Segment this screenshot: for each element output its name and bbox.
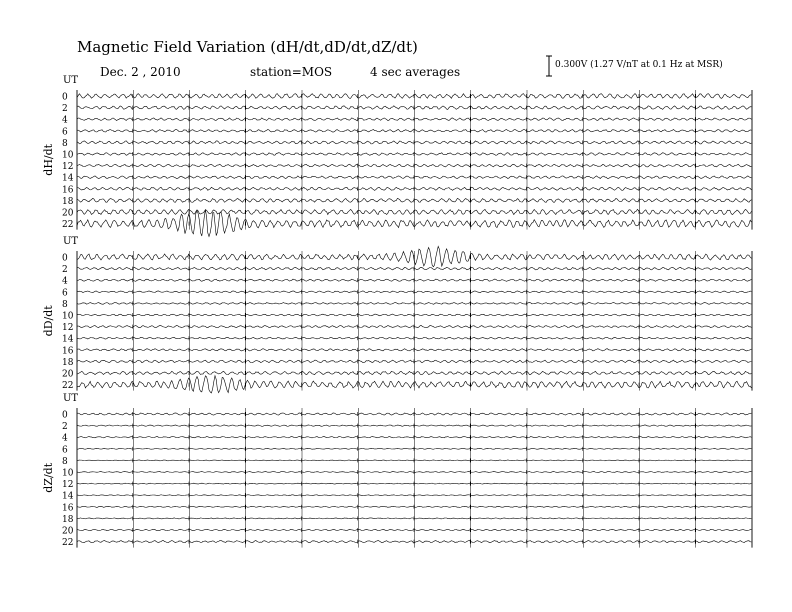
chart-title: Magnetic Field Variation (dH/dt,dD/dt,dZ/dt) (77, 38, 418, 56)
hour-tick-label: 4 (62, 433, 68, 444)
hour-tick-label: 0 (62, 410, 68, 421)
date-label: Dec. 2 , 2010 (100, 65, 181, 79)
hour-tick-label: 12 (62, 162, 74, 173)
hour-tick-label: 10 (62, 150, 74, 161)
hour-tick-label: 20 (62, 369, 74, 380)
ut-label: UT (63, 393, 79, 404)
station-label: station=MOS (250, 65, 333, 79)
hour-tick-label: 4 (62, 276, 68, 287)
hour-tick-label: 10 (62, 311, 74, 322)
hour-tick-label: 0 (62, 92, 68, 103)
hour-tick-label: 12 (62, 323, 74, 334)
hour-tick-label: 8 (62, 299, 68, 310)
hour-tick-label: 22 (62, 538, 74, 549)
component-label: dH/dt (42, 143, 55, 176)
scale-label: 0.300V (1.27 V/nT at 0.1 Hz at MSR) (555, 60, 723, 70)
hour-tick-label: 18 (62, 196, 74, 207)
hour-tick-label: 6 (62, 288, 68, 299)
hour-tick-label: 8 (62, 138, 68, 149)
ut-label: UT (63, 236, 79, 247)
hour-tick-label: 14 (62, 173, 74, 184)
hour-tick-label: 2 (62, 104, 68, 115)
component-label: dD/dt (42, 305, 55, 337)
hour-tick-label: 14 (62, 491, 74, 502)
hour-tick-label: 16 (62, 185, 74, 196)
hour-tick-label: 2 (62, 265, 68, 276)
hour-tick-label: 18 (62, 514, 74, 525)
averaging-label: 4 sec averages (370, 65, 461, 79)
hour-tick-label: 8 (62, 456, 68, 467)
hour-tick-label: 10 (62, 468, 74, 479)
ut-label: UT (63, 75, 79, 86)
hour-tick-label: 20 (62, 208, 74, 219)
component-label: dZ/dt (42, 462, 55, 493)
hour-tick-label: 6 (62, 445, 68, 456)
hour-tick-label: 0 (62, 253, 68, 264)
hour-tick-label: 12 (62, 480, 74, 491)
hour-tick-label: 16 (62, 346, 74, 357)
hour-tick-label: 22 (62, 220, 74, 231)
hour-tick-label: 4 (62, 115, 68, 126)
hour-tick-label: 14 (62, 334, 74, 345)
hour-tick-label: 20 (62, 526, 74, 537)
hour-tick-label: 18 (62, 357, 74, 368)
hour-tick-label: 2 (62, 422, 68, 433)
hour-tick-label: 6 (62, 127, 68, 138)
hour-tick-label: 22 (62, 381, 74, 392)
hour-tick-label: 16 (62, 503, 74, 514)
